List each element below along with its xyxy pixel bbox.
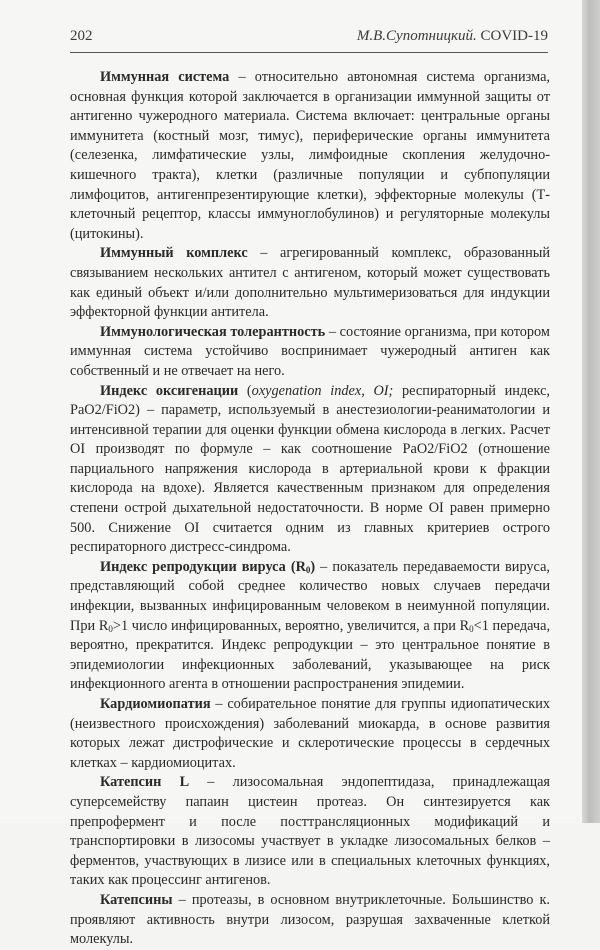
glossary-entry-immunological-tolerance <box>70 323 550 382</box>
term: Индекс репродукции вируса $(R_0)$ <box>100 558 316 575</box>
header-rule <box>70 52 548 53</box>
term: Иммунологическая толерантность <box>100 323 326 340</box>
glossary-entry-oxygenation-index: Индекс оксигенации (oxygenation index, OI; респираторный индекс, PaO2/FiO2) – параметр, используемый в анестезиологии-реаниматологии и интенсивной терапии для оценки функции обмена кислорода в легких. Расчет OI производят по формуле – как соотношение PaO2/FiO2 (отношение парциального напряжения кислорода в артериальной крови к фракции кислорода на вдохе). Является качественным признаком для определения степени острой дыхательной недостаточности. В норме OI равен примерно 500. Снижение OI считается одним из главных критериев острого респираторного дистресс-синдрома. <box>70 382 551 556</box>
glossary-entry-reproduction-index: Индекс репродукции вируса $(R_0)$ – показатель передаваемости вируса, представляющий собой среднее количество новых случаев передачи инфекции, вызванных инфицированным человеком в неимунной популяции. При $R_0>1$ число инфицированных, вероятно, увеличится, а при $R_0<1$ передача, вероятно, прекратится. Индекс репродукции – это центральное понятие в эпидемиологии инфекционных заболеваний, указывающее на риск инфекционного агента в отношении распространения эпидемии. <box>70 558 551 693</box>
glossary-entry-cathepsin-l <box>70 773 550 891</box>
definition: – собирательное понятие для группы идиопатических (неизвестного происхождения) заболеваний миокарда, в основе развития которых лежат дистрофические и склеротические процессы в сердечных клетках – кардиомиоцитах. <box>70 696 550 771</box>
glossary-content <box>70 68 550 950</box>
running-title-book: COVID-19 <box>480 28 548 44</box>
term: Катепсин L <box>100 774 190 791</box>
glossary-entry-cardiomyopathy <box>70 695 550 773</box>
running-header <box>70 28 548 45</box>
definition: респираторный индекс, PaO2/FiO2) – параметр, используемый в анестезиологии-реаниматологии и интенсивной терапии для оценки функции обмена кислорода в легких. Расчет OI производят по формуле – как соотношение PaO2/FiO2 (отношение парциального напряжения кислорода в артериальной крови к фракции кислорода на вдохе). Является качественным признаком для определения степени острой дыхательной недостаточности. В норме OI равен примерно 500. Снижение OI считается одним из главных критериев острого респираторного дистресс-синдрома. <box>70 382 551 556</box>
definition: – протеазы, в основном внутриклеточные. Большинство к. проявляют активность внутри лизосом, разрушая захваченные клеткой молекулы. <box>70 891 550 948</box>
definition: – относительно автономная система организма, основная функция которой заключается в организации иммунной защиты от антигенно чужеродного материала. Система включает: центральные органы иммунитета (костный мозг, тимус), периферические органы иммунитета (селезенка, лимфатические узлы, лимфоидные скопления желудочно-кишечного тракта), клетки (различные популяции и субпопуляции лимфоцитов, антигенпрезентирующие клетки), эффекторные молекулы (Т-клеточный рецептор, классы иммуноглобулинов) и регуляторные молекулы (цитокины). <box>70 69 550 242</box>
running-title <box>357 28 548 45</box>
term: Катепсины <box>100 891 173 908</box>
definition: – агрегированный комплекс, образованный связыванием нескольких антител с антигеном, который может существовать как единый объект и/или дополнительно мультимеризоваться для индукции эффекторной функции антитела. <box>70 245 550 321</box>
english-term: oxygenation index, OI; <box>251 382 394 399</box>
term: Иммунная система <box>100 69 230 85</box>
page-number: 202 <box>70 28 93 44</box>
glossary-entry-immune-system <box>70 68 550 244</box>
glossary-entry-cathepsins <box>70 891 550 950</box>
definition: – лизосомальная эндопептидаза, принадлежащая суперсемейству папаин цистеин протеаз. Он синтезируется как препрофермент и после посттрансляционных модификаций и транспортировки в лизосомы участвует в укладке лизосомальных белков – ферментов, участвующих в лизисе или в специальных клеточных функциях, таких как процессинг антигенов. <box>70 774 551 889</box>
term: Иммунный комплекс <box>100 245 248 262</box>
running-title-author: М.В.Супотницкий. <box>356 28 477 44</box>
page-edge-shadow <box>582 0 600 823</box>
definition: – состояние организма, при котором иммунная система устойчиво воспринимает чужеродный антиген как собственный и не отвечает на него. <box>70 323 550 379</box>
glossary-entry-immune-complex <box>70 244 550 322</box>
term: Кардиомиопатия <box>100 696 211 712</box>
term: Индекс оксигенации <box>100 382 239 399</box>
